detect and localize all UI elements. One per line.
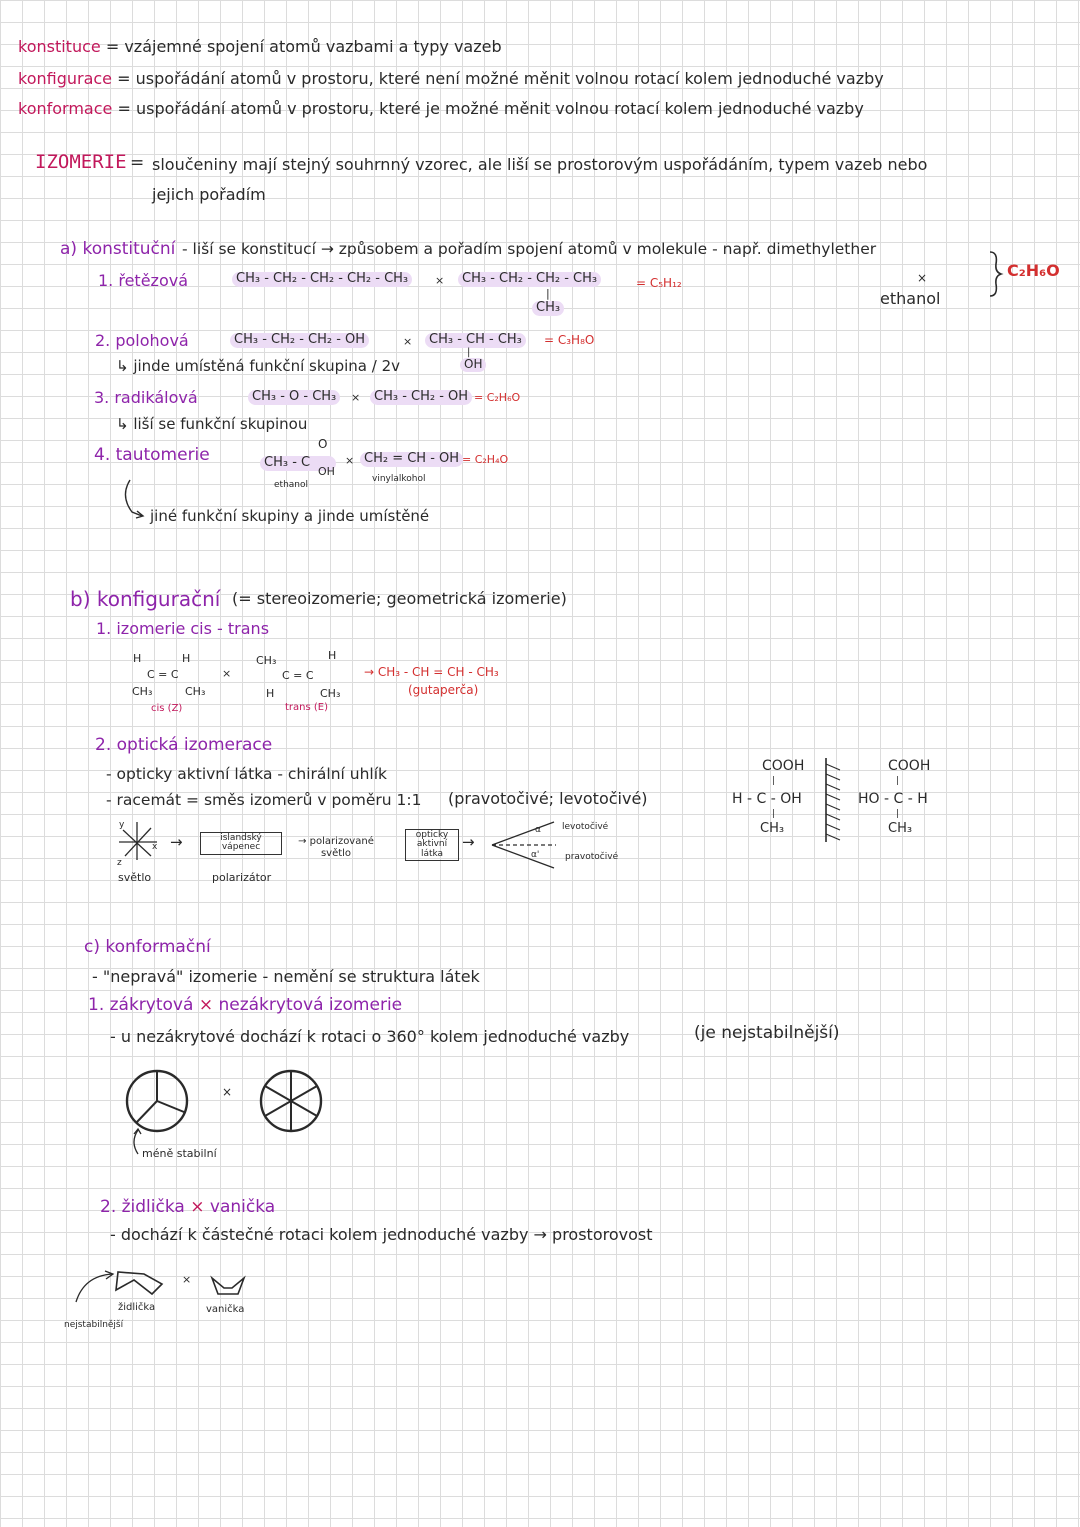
definition-konstituce <box>18 38 502 56</box>
axis-y: y <box>119 820 125 830</box>
polohova-note: ↳ jinde umístěná funkční skupina / 2v <box>116 357 400 375</box>
formula-dimethylether: CH₃ - O - CH₃ <box>248 390 340 405</box>
radikalova-note: ↳ liší se funkční skupinou <box>116 415 308 433</box>
izomerie-eq: = <box>130 153 145 173</box>
trans-caption: trans (E) <box>285 702 329 713</box>
cis-caption: cis (Z) <box>151 703 183 714</box>
izomerie-line2: jejich pořadím <box>152 185 266 204</box>
definition-text: = vzájemné spojení atomů vazbami a typy vazeb <box>105 37 502 56</box>
levo-label: levotočivé <box>562 822 609 832</box>
curved-arrow <box>72 1270 118 1304</box>
caption-vinylalcohol: vinylalkohol <box>372 474 426 484</box>
zidlicka-desc: - dochází k částečné rotaci kolem jednoduché vazby → prostorovost <box>110 1225 653 1244</box>
x-mark: × <box>351 391 361 404</box>
opticka-b2: - racemát = směs izomerů v poměru 1:1 <box>106 791 422 809</box>
box-polarizer <box>200 832 282 855</box>
konstitucni-desc: - liší se konstitucí → způsobem a pořadím spojení atomů v molekule - např. dimethylether <box>182 240 877 258</box>
label-retezova: 1. řetězová <box>98 271 188 290</box>
formula-vinylalcohol: CH₂ = CH - OH <box>360 452 463 467</box>
x-mark: × <box>222 667 232 680</box>
rotation-angle-icon <box>490 820 562 870</box>
x-mark: × <box>345 454 355 467</box>
formula-c2h4o: = C₂H₄O <box>462 453 509 466</box>
label-cis-trans: 1. izomerie cis - trans <box>96 619 270 638</box>
mol-right-bot: CH₃ <box>888 821 913 836</box>
mol-left-top: COOH <box>762 758 805 774</box>
mol-right-top: COOH <box>888 758 931 774</box>
term-konformace: konformace <box>18 99 113 118</box>
polarizer-caption: polarizátor <box>212 871 272 884</box>
trans-br: CH₃ <box>320 687 341 700</box>
cis-trans-result: → CH₃ - CH = CH - CH₃ <box>364 665 499 679</box>
x-word: × <box>198 995 214 1015</box>
definition-text: = uspořádání atomů v prostoru, které je možné měnit volnou rotací kolem jednoduché vazby <box>117 99 864 118</box>
bond: | <box>772 809 776 819</box>
definition-konformace <box>18 100 864 118</box>
x-mark: × <box>917 271 928 285</box>
label-nezakrytova: nezákrytová izomerie <box>218 995 403 1015</box>
chair-caption: židlička <box>118 1302 156 1313</box>
label-radikalova: 3. radikálová <box>94 388 198 407</box>
arrow-right: → <box>462 833 475 851</box>
trans-tl: CH₃ <box>256 654 277 667</box>
formula-ethanal: CH₃ - C <box>260 456 336 471</box>
cis-tl: H <box>133 652 142 665</box>
label-polohova: 2. polohová <box>95 331 189 350</box>
definition-konfigurace <box>18 70 884 88</box>
label-tautomerie: 4. tautomerie <box>94 445 210 465</box>
axis-x: x <box>152 842 158 852</box>
x-mark: × <box>222 1085 233 1099</box>
arrow-right: → <box>170 833 183 851</box>
cis-bl: CH₃ <box>132 685 153 698</box>
branch-oh: OH <box>460 358 486 372</box>
branch-ch3: CH₃ <box>532 301 564 316</box>
formula-isopropanol: CH₃ - CH - CH₃ <box>425 333 526 348</box>
zakrytova-desc-note: (je nejstabilnější) <box>694 1023 840 1043</box>
box-optically-active <box>405 829 459 861</box>
box-polarizer-label: islandský vápenec <box>220 833 262 853</box>
boat-conformation-icon <box>208 1274 248 1300</box>
term-konstituce: konstituce <box>18 37 101 56</box>
curved-arrow <box>118 478 148 520</box>
mol-left-bot: CH₃ <box>760 821 785 836</box>
term-konfigurace: konfigurace <box>18 69 113 88</box>
pravo-label: pravotočivé <box>565 852 619 862</box>
izomerie-line1: sloučeniny mají stejný souhrnný vzorec, ale liší se prostorovým uspořádáním, typem vazeb nebo <box>152 155 928 174</box>
caption-ethanal: ethanol <box>274 480 308 490</box>
formula-ethanal-oh: OH <box>318 465 335 478</box>
tautomerie-note: jiné funkční skupiny a jinde umístěné <box>150 507 430 525</box>
boat-caption: vanička <box>206 1304 245 1315</box>
most-stable-caption: nejstabilnější <box>64 1320 124 1330</box>
newman-eclipsed-icon <box>124 1068 190 1134</box>
alpha-prime: α' <box>531 850 540 860</box>
bond: | <box>896 809 900 819</box>
konformacni-desc: - "nepravá" izomerie - nemění se struktura látek <box>92 967 480 986</box>
axis-z: z <box>117 858 122 868</box>
mol-right-mid: HO - C - H <box>858 791 928 807</box>
polarized-light-label: → polarizované světlo <box>298 836 374 859</box>
formula-propanol: CH₃ - CH₂ - CH₂ - OH <box>230 333 369 348</box>
zakrytova-line <box>88 996 402 1016</box>
label-vanicka: vanička <box>209 1197 276 1217</box>
formula-c5h12: = C₅H₁₂ <box>636 276 682 290</box>
ethanol-label: ethanol <box>880 289 941 308</box>
branch-bond: | <box>467 347 471 358</box>
zakrytova-desc: - u nezákrytové dochází k rotaci o 360° kolem jednoduché vazby <box>110 1027 630 1046</box>
definition-text: = uspořádání atomů v prostoru, které není možné měnit volnou rotací kolem jednoduché vazby <box>117 69 884 88</box>
label-opticka: 2. optická izomerace <box>95 735 273 755</box>
trans-center: C = C <box>282 669 314 682</box>
newman-staggered-icon <box>258 1068 324 1134</box>
mirror-plane <box>822 758 844 842</box>
zidlicka-line <box>100 1198 275 1218</box>
opticka-b1: - opticky aktivní látka - chirální uhlík <box>106 765 388 783</box>
branch-bond: | <box>546 287 550 300</box>
cis-br: CH₃ <box>185 685 206 698</box>
heading-konfiguracni: b) konfigurační <box>70 587 221 611</box>
heading-konstitucni: a) konstituční <box>60 239 176 259</box>
formula-ethanol: CH₃ - CH₂ - OH <box>370 390 472 405</box>
formula-ethanal-o: O <box>318 437 328 451</box>
bond: | <box>896 776 900 786</box>
x-mark: × <box>182 1273 192 1286</box>
trans-bl: H <box>266 687 275 700</box>
cis-trans-result-note: (gutaperča) <box>408 683 479 697</box>
newman-caption: méně stabilní <box>142 1147 217 1160</box>
alpha: α <box>535 825 541 835</box>
curly-brace <box>988 250 1002 298</box>
formula-pentane: CH₃ - CH₂ - CH₂ - CH₂ - CH₃ <box>232 272 412 287</box>
bond: | <box>772 776 776 786</box>
label-zakrytova: 1. zákrytová <box>88 995 194 1015</box>
opticka-b2-note: (pravotočivé; levotočivé) <box>448 789 648 808</box>
light-label: světlo <box>118 871 152 884</box>
x-mark: × <box>435 274 445 287</box>
heading-konformacni: c) konformační <box>84 937 211 957</box>
izomerie-title: IZOMERIE <box>35 151 127 173</box>
formula-methylbutane: CH₃ - CH₂ - CH₂ - CH₃ <box>458 272 601 287</box>
chair-conformation-icon <box>112 1268 166 1300</box>
konfiguracni-note: (= stereoizomerie; geometrická izomerie) <box>232 589 567 608</box>
box-optically-active-label: opticky aktivní látka <box>415 830 449 859</box>
x-word: × <box>190 1197 205 1217</box>
formula-c2h6o: C₂H₆O <box>1007 261 1060 280</box>
formula-c3h8o: = C₃H₈O <box>544 333 595 347</box>
trans-tr: H <box>328 649 337 662</box>
cis-center: C = C <box>147 668 179 681</box>
label-zidlicka: 2. židlička <box>100 1197 185 1217</box>
formula-c2h6o-small: = C₂H₆O <box>474 391 521 404</box>
cis-tr: H <box>182 652 191 665</box>
x-mark: × <box>403 335 413 348</box>
mol-left-mid: H - C - OH <box>732 791 802 807</box>
